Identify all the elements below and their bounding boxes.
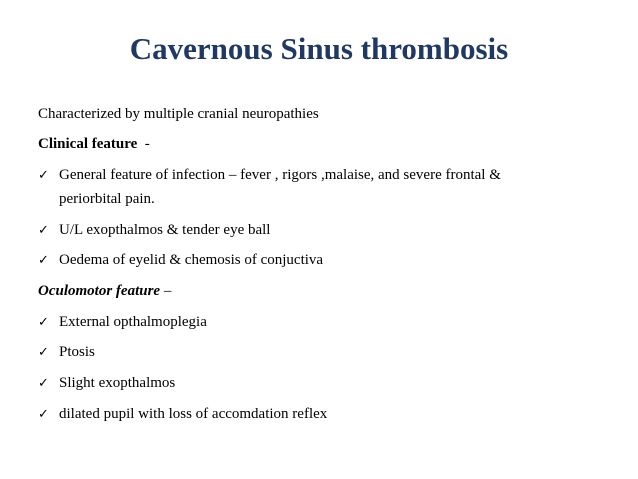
clinical-heading-suffix: -: [137, 136, 150, 152]
list-item: [38, 342, 95, 363]
checkmark-icon: ✓: [38, 168, 49, 183]
list-item-text: General feature of infection – fever , rigors ,malaise, and severe frontal &: [59, 167, 501, 183]
slide-title: Cavernous Sinus thrombosis: [129, 31, 509, 66]
checkmark-icon: ✓: [38, 345, 49, 360]
list-item-text: Slight exopthalmos: [59, 375, 176, 391]
clinical-heading-label: Clinical feature: [38, 136, 138, 152]
list-item-text: U/L exopthalmos & tender eye ball: [59, 222, 271, 238]
list-item: [38, 404, 327, 425]
list-item-continuation: periorbital pain.: [59, 191, 155, 207]
oculomotor-heading: [38, 281, 171, 301]
clinical-heading: [38, 134, 150, 154]
checkmark-icon: ✓: [38, 376, 49, 391]
list-item: [38, 373, 175, 394]
list-item-text: dilated pupil with loss of accomdation reflex: [59, 406, 328, 422]
list-item: [38, 250, 323, 271]
list-item: [38, 165, 501, 186]
oculomotor-heading-label: Oculomotor feature: [38, 283, 161, 299]
list-item: [38, 220, 270, 241]
oculomotor-heading-suffix: –: [160, 283, 172, 299]
checkmark-icon: ✓: [38, 315, 49, 330]
checkmark-icon: ✓: [38, 407, 49, 422]
list-item-text: External opthalmoplegia: [59, 314, 207, 330]
checkmark-icon: ✓: [38, 223, 49, 238]
checkmark-icon: ✓: [38, 253, 49, 268]
intro-text: Characterized by multiple cranial neuropathies: [38, 106, 319, 122]
list-item: [38, 312, 207, 333]
list-item-text: Oedema of eyelid & chemosis of conjuctiva: [59, 252, 324, 268]
list-item-text: Ptosis: [59, 344, 95, 360]
